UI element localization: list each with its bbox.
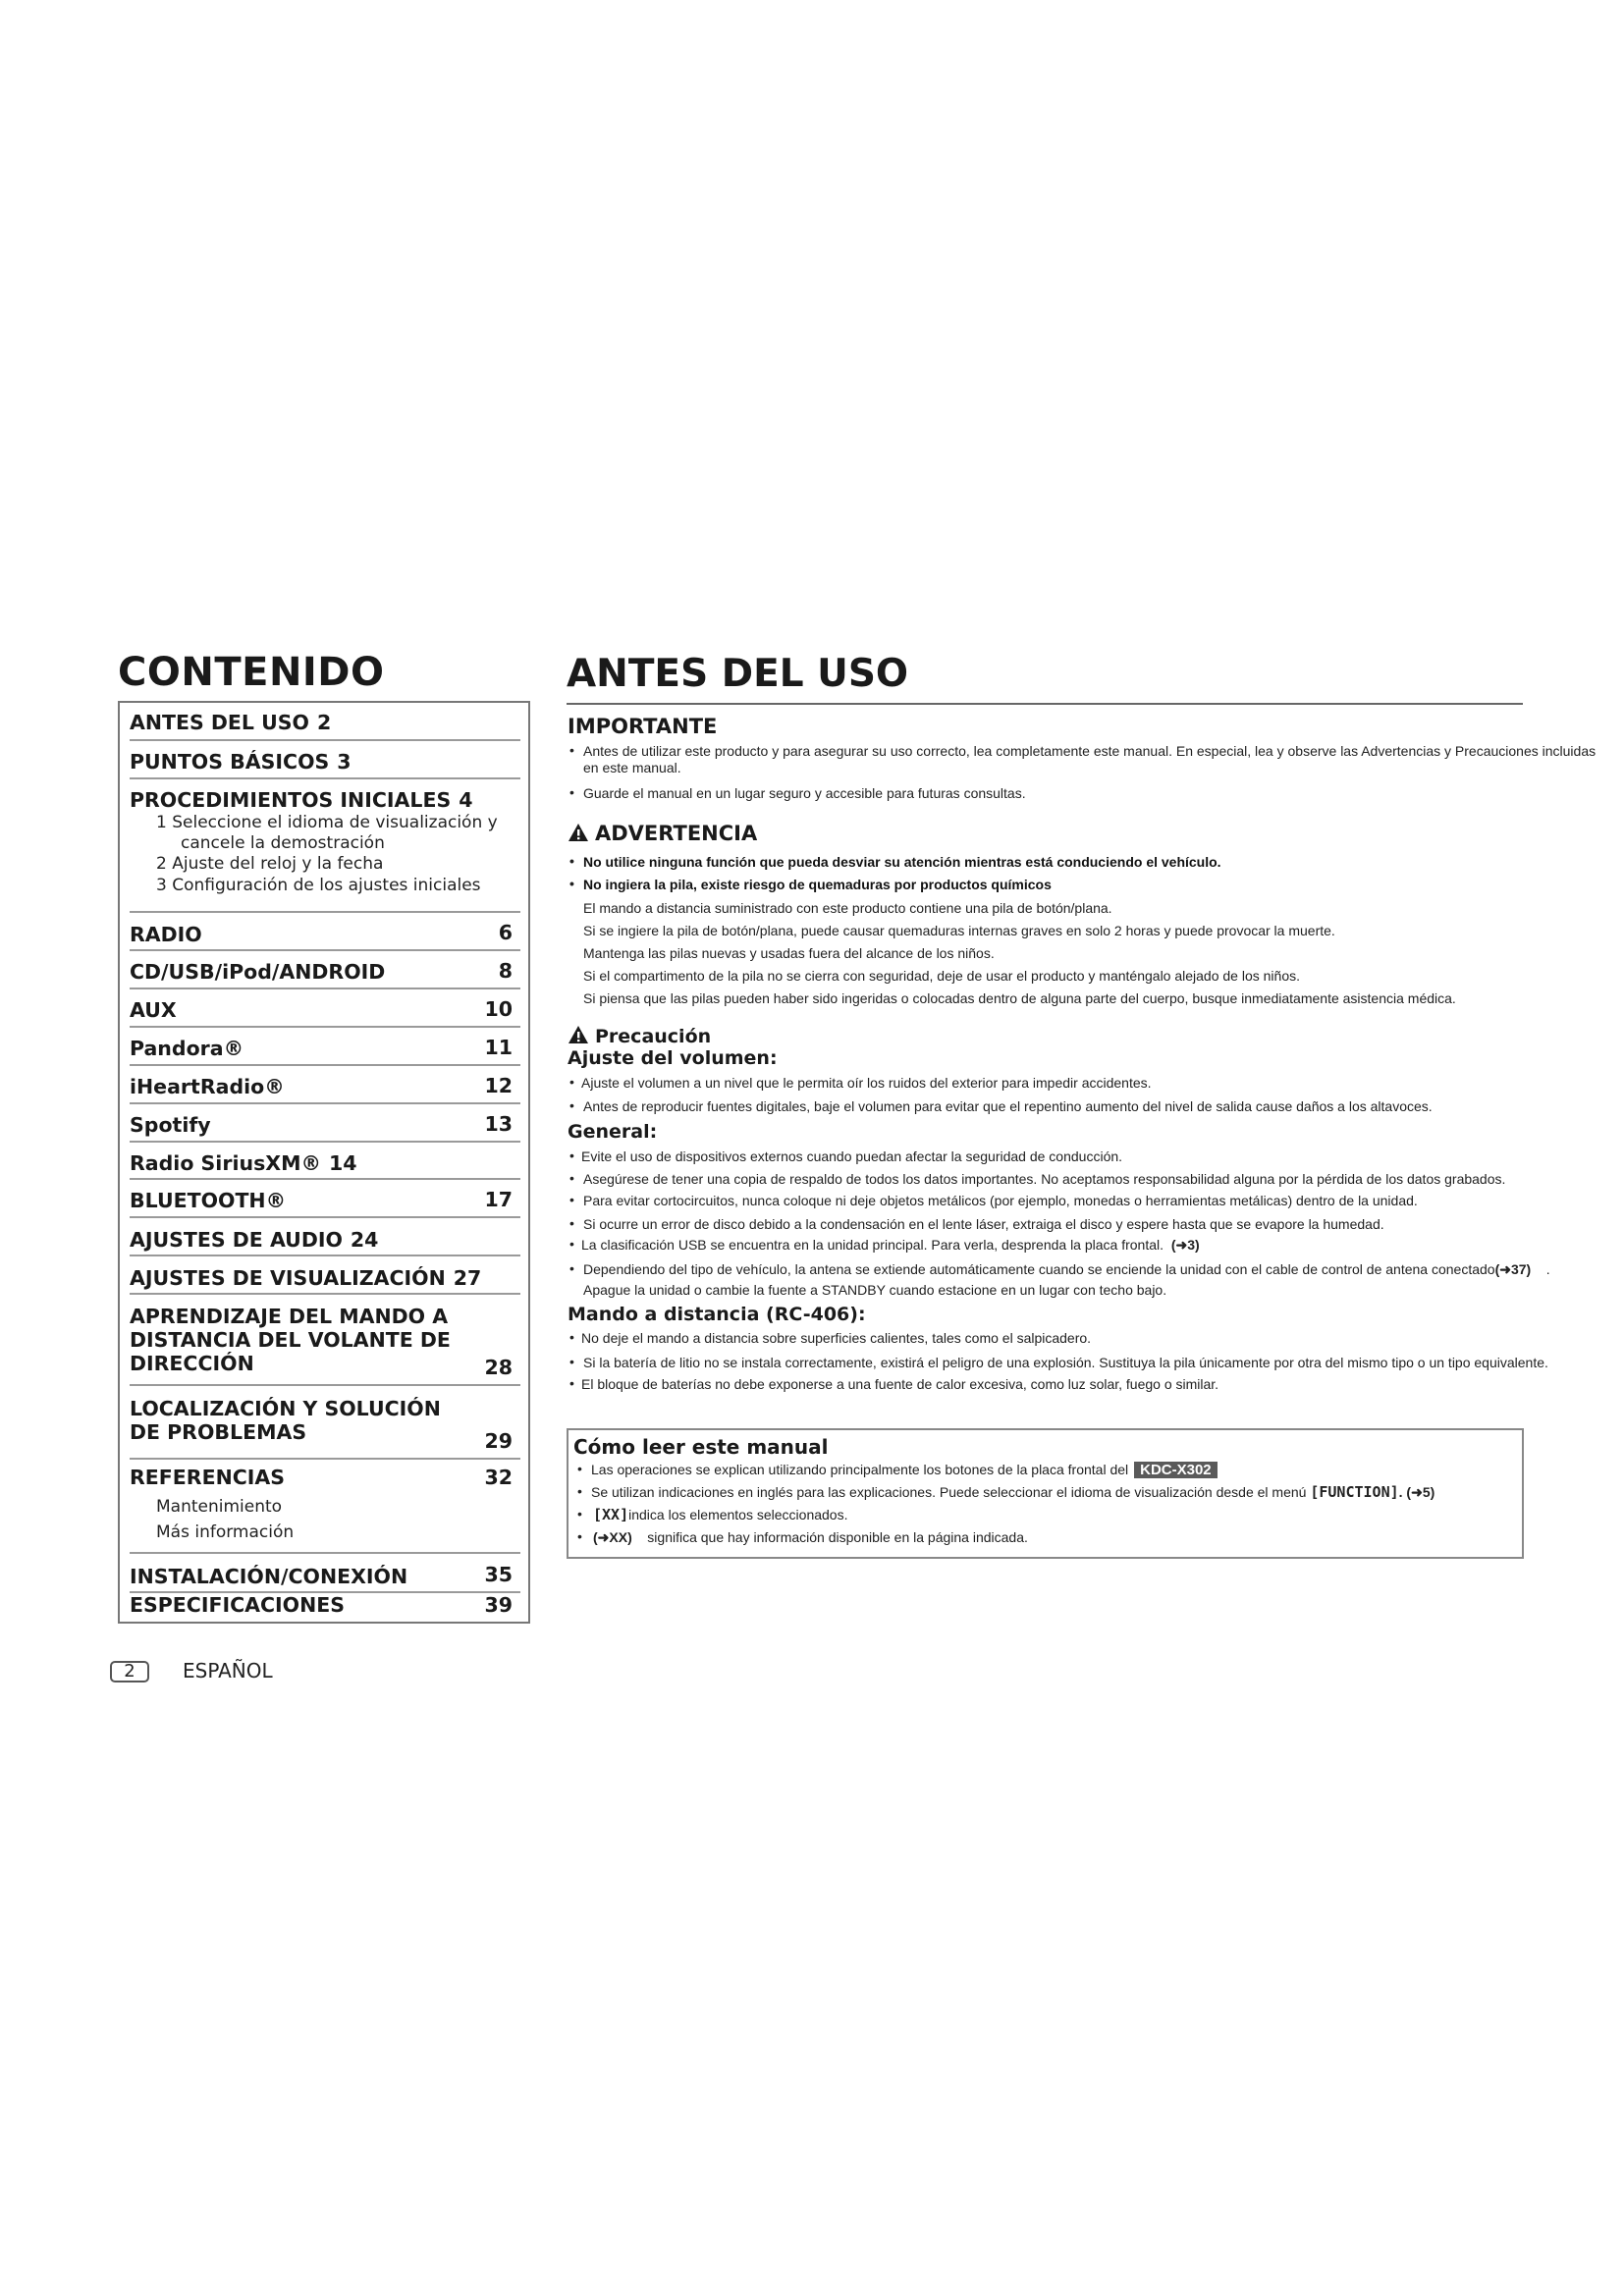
toc-item-bluetooth[interactable] bbox=[130, 1180, 520, 1218]
toc-item-ajustes-visualizacion[interactable] bbox=[130, 1256, 520, 1295]
toc-subitem[interactable]: 3 Configuración de los ajustes iniciales bbox=[156, 876, 481, 895]
page-number: 2 bbox=[110, 1661, 149, 1682]
toc-item-page: 11 bbox=[484, 1036, 513, 1059]
bullet: • bbox=[577, 1528, 582, 1544]
advertencia-line: Si se ingiere la pila de botón/plana, puede causar quemaduras internas graves en solo 2 horas y puede provocar la muerte. bbox=[583, 923, 1335, 938]
toc-item-label: LOCALIZACIÓN Y SOLUCIÓN DE PROBLEMAS bbox=[130, 1397, 441, 1444]
como-leer-text: significa que hay información disponible en la página indicada. bbox=[647, 1529, 1028, 1545]
toc-item-instalacion[interactable] bbox=[130, 1554, 520, 1593]
precaucion-heading bbox=[568, 1025, 711, 1047]
toc-subitem[interactable]: Mantenimiento bbox=[156, 1497, 283, 1517]
model-badge: KDC-X302 bbox=[1134, 1462, 1218, 1478]
toc-item-aprendizaje[interactable] bbox=[130, 1295, 520, 1386]
general-line: Dependiendo del tipo de vehículo, la antena se extiende automáticamente cuando se enciende la unidad con el cable de control de antena conectado bbox=[583, 1261, 1495, 1277]
toc-item-puntos-basicos[interactable] bbox=[130, 741, 520, 779]
general-heading: General: bbox=[568, 1121, 658, 1143]
advertencia-line: Mantenga las pilas nuevas y usadas fuera del alcance de los niños. bbox=[583, 945, 995, 961]
function-key: [FUNCTION] bbox=[1310, 1483, 1399, 1501]
bullet: • bbox=[569, 1329, 574, 1345]
toc-item-antes-del-uso[interactable] bbox=[130, 703, 520, 741]
toc-item-radio[interactable] bbox=[130, 913, 520, 951]
advertencia-bold-line: No ingiera la pila, existe riesgo de quemaduras por productos químicos bbox=[583, 877, 1052, 892]
bullet: • bbox=[569, 1170, 574, 1186]
toc-box bbox=[118, 701, 530, 1624]
toc-item-label: Spotify bbox=[130, 1113, 211, 1137]
mando-heading: Mando a distancia (RC-406): bbox=[568, 1304, 866, 1325]
toc-item-page: 8 bbox=[498, 959, 513, 983]
general-line: Si ocurre un error de disco debido a la condensación en el lente láser, extraiga el disco y espere hasta que se evapore la humedad. bbox=[583, 1216, 1384, 1232]
toc-item-label: iHeartRadio® bbox=[130, 1075, 285, 1098]
como-leer-line bbox=[591, 1484, 1435, 1501]
toc-item-label: PUNTOS BÁSICOS bbox=[130, 750, 330, 774]
toc-item-page: 35 bbox=[484, 1563, 513, 1586]
toc-item-label: ANTES DEL USO bbox=[130, 711, 309, 734]
toc-item-page: 39 bbox=[484, 1593, 513, 1617]
advertencia-heading bbox=[568, 822, 757, 845]
toc-subitem[interactable]: Más información bbox=[156, 1522, 295, 1542]
toc-item-page: 12 bbox=[484, 1074, 513, 1097]
toc-item-label: Radio SiriusXM® bbox=[130, 1151, 321, 1175]
mando-line: El bloque de baterías no debe exponerse a una fuente de calor excesiva, como luz solar, fuego o similar. bbox=[581, 1376, 1219, 1392]
toc-subitem[interactable]: 2 Ajuste del reloj y la fecha bbox=[156, 854, 384, 874]
toc-item-iheartradio[interactable] bbox=[130, 1066, 520, 1104]
toc-item-siriusxm[interactable] bbox=[130, 1143, 520, 1180]
bullet: • bbox=[577, 1483, 582, 1499]
mando-line: Si la batería de litio no se instala correctamente, existirá el peligro de una explosión. Sustituya la pila únicamente por otra del mismo tipo o un tipo equivalente. bbox=[583, 1355, 1548, 1370]
toc-item-page: 32 bbox=[484, 1466, 513, 1489]
bullet: • bbox=[569, 784, 574, 800]
xx-token: [XX] bbox=[593, 1506, 629, 1523]
toc-item-page: 10 bbox=[484, 997, 513, 1021]
toc-item-page: 28 bbox=[484, 1356, 513, 1379]
toc-title: CONTENIDO bbox=[118, 650, 385, 695]
advertencia-heading-text: ADVERTENCIA bbox=[595, 822, 758, 845]
bullet: • bbox=[569, 1215, 574, 1231]
toc-item-localizacion[interactable] bbox=[130, 1386, 520, 1460]
bullet: • bbox=[569, 1236, 574, 1252]
general-line-antena bbox=[583, 1261, 1550, 1278]
mando-line: No deje el mando a distancia sobre superficies calientes, tales como el salpicadero. bbox=[581, 1330, 1092, 1346]
toc-item-page: 14 bbox=[328, 1151, 357, 1175]
toc-item-label: REFERENCIAS bbox=[130, 1466, 286, 1489]
bullet: • bbox=[569, 1148, 574, 1163]
importante-heading: IMPORTANTE bbox=[568, 715, 718, 738]
advertencia-line: Si piensa que las pilas pueden haber sido ingeridas o colocadas dentro de alguna parte del cuerpo, busque inmediatamente asistencia médica. bbox=[583, 990, 1456, 1006]
warning-icon bbox=[568, 823, 589, 842]
importante-line: Antes de utilizar este producto y para asegurar su uso correcto, lea completamente este manual. En especial, lea y observe las Advertencias y Precauciones incluidas bbox=[583, 743, 1597, 759]
toc-item-label: RADIO bbox=[130, 923, 202, 946]
title-rule bbox=[567, 703, 1523, 705]
advertencia-line: Si el compartimento de la pila no se cierra con seguridad, deje de usar el producto y manténgalo alejado de los niños. bbox=[583, 968, 1300, 984]
toc-item-spotify[interactable] bbox=[130, 1104, 520, 1143]
toc-item-page: 27 bbox=[453, 1266, 482, 1290]
importante-line: Guarde el manual en un lugar seguro y accesible para futuras consultas. bbox=[583, 785, 1026, 801]
precaucion-heading-text: Precaución bbox=[595, 1026, 712, 1047]
toc-item-label: Pandora® bbox=[130, 1037, 244, 1060]
toc-item-referencias[interactable] bbox=[130, 1460, 520, 1554]
toc-item-page: 3 bbox=[337, 750, 352, 774]
language-label: ESPAÑOL bbox=[183, 1659, 273, 1682]
bullet: • bbox=[577, 1461, 582, 1476]
como-leer-heading: Cómo leer este manual bbox=[573, 1435, 829, 1459]
toc-item-label: AUX bbox=[130, 998, 177, 1022]
general-line: La clasificación USB se encuentra en la unidad principal. Para verla, desprenda la placa frontal. bbox=[581, 1237, 1164, 1253]
toc-item-page: 4 bbox=[459, 788, 473, 812]
advertencia-bold-line: No utilice ninguna función que pueda desviar su atención mientras está conduciendo el vehículo. bbox=[583, 854, 1221, 870]
page-title: ANTES DEL USO bbox=[567, 652, 909, 696]
period: . bbox=[1545, 1261, 1550, 1277]
volumen-heading: Ajuste del volumen: bbox=[568, 1047, 778, 1069]
bullet: • bbox=[569, 1192, 574, 1207]
toc-item-label: AJUSTES DE VISUALIZACIÓN bbox=[130, 1266, 446, 1290]
bullet: • bbox=[569, 742, 574, 758]
como-leer-text: Las operaciones se explican utilizando principalmente los botones de la placa frontal del bbox=[591, 1462, 1129, 1477]
toc-item-label: PROCEDIMIENTOS INICIALES bbox=[130, 788, 452, 812]
bullet: • bbox=[569, 853, 574, 869]
bullet: • bbox=[569, 876, 574, 891]
toc-item-ajustes-audio[interactable] bbox=[130, 1218, 520, 1256]
general-line: Evite el uso de dispositivos externos cuando puedan afectar la seguridad de conducción. bbox=[581, 1148, 1123, 1164]
toc-item-label: APRENDIZAJE DEL MANDO A DISTANCIA DEL VOLANTE DE DIRECCIÓN bbox=[130, 1305, 451, 1375]
toc-item-label: ESPECIFICACIONES bbox=[130, 1593, 346, 1617]
warning-icon bbox=[568, 1025, 589, 1044]
toc-subitem[interactable]: 1 Seleccione el idioma de visualización y bbox=[156, 813, 498, 832]
bullet: • bbox=[569, 1260, 574, 1276]
toc-item-label: BLUETOOTH® bbox=[130, 1189, 287, 1212]
como-leer-text: Se utilizan indicaciones en inglés para las explicaciones. Puede seleccionar el idioma de visualización desde el menú bbox=[591, 1484, 1307, 1500]
general-line-usb bbox=[581, 1237, 1200, 1254]
toc-item-page: 2 bbox=[316, 711, 332, 734]
toc-item-page: 6 bbox=[498, 921, 513, 944]
volumen-line: Antes de reproducir fuentes digitales, baje el volumen para evitar que el repentino aumento del nivel de salida cause daños a los altavoces. bbox=[583, 1098, 1433, 1114]
como-leer-line bbox=[591, 1462, 1218, 1478]
toc-item-label: CD/USB/iPod/ANDROID bbox=[130, 960, 386, 984]
como-leer-line bbox=[593, 1529, 1028, 1546]
volumen-line: Ajuste el volumen a un nivel que le permita oír los ruidos del exterior para impedir accidentes. bbox=[581, 1075, 1152, 1091]
bullet: • bbox=[577, 1506, 582, 1522]
toc-item-page: 13 bbox=[484, 1112, 513, 1136]
ref-token: (➜XX) bbox=[593, 1529, 632, 1545]
bullet: • bbox=[569, 1074, 574, 1090]
toc-item-page: 17 bbox=[484, 1188, 513, 1211]
toc-item-cd-usb[interactable] bbox=[130, 951, 520, 989]
toc-item-aux[interactable] bbox=[130, 989, 520, 1028]
page-ref-link[interactable]: (➜37) bbox=[1494, 1261, 1532, 1277]
page-ref-link[interactable]: (➜3) bbox=[1170, 1237, 1200, 1253]
bullet: • bbox=[569, 1097, 574, 1113]
general-line: Apague la unidad o cambie la fuente a STANDBY cuando estacione en un lugar con techo bajo. bbox=[583, 1282, 1167, 1298]
toc-subitem: cancele la demostración bbox=[181, 833, 385, 853]
advertencia-line: El mando a distancia suministrado con este producto contiene una pila de botón/plana. bbox=[583, 900, 1112, 916]
toc-item-label: AJUSTES DE AUDIO bbox=[130, 1228, 343, 1252]
toc-item-especificaciones[interactable] bbox=[130, 1593, 520, 1618]
page-ref-link[interactable]: . (➜5) bbox=[1398, 1484, 1435, 1500]
bullet: • bbox=[569, 1354, 574, 1369]
como-leer-line bbox=[593, 1507, 847, 1523]
toc-item-procedimientos-iniciales[interactable] bbox=[130, 779, 520, 913]
toc-item-page: 24 bbox=[350, 1228, 379, 1252]
bullet: • bbox=[569, 1375, 574, 1391]
toc-item-label: INSTALACIÓN/CONEXIÓN bbox=[130, 1565, 408, 1588]
general-line: Asegúrese de tener una copia de respaldo de todos los datos importantes. No aceptamos responsabilidad alguna por la pérdida de los datos grabados. bbox=[583, 1171, 1506, 1187]
general-line: Para evitar cortocircuitos, nunca coloque ni deje objetos metálicos (por ejemplo, monedas o herramientas metálicas) dentro de la unidad. bbox=[583, 1193, 1418, 1208]
toc-item-page: 29 bbox=[484, 1429, 513, 1453]
importante-line: en este manual. bbox=[583, 760, 681, 775]
como-leer-text: indica los elementos seleccionados. bbox=[628, 1507, 848, 1522]
toc-item-pandora[interactable] bbox=[130, 1028, 520, 1066]
